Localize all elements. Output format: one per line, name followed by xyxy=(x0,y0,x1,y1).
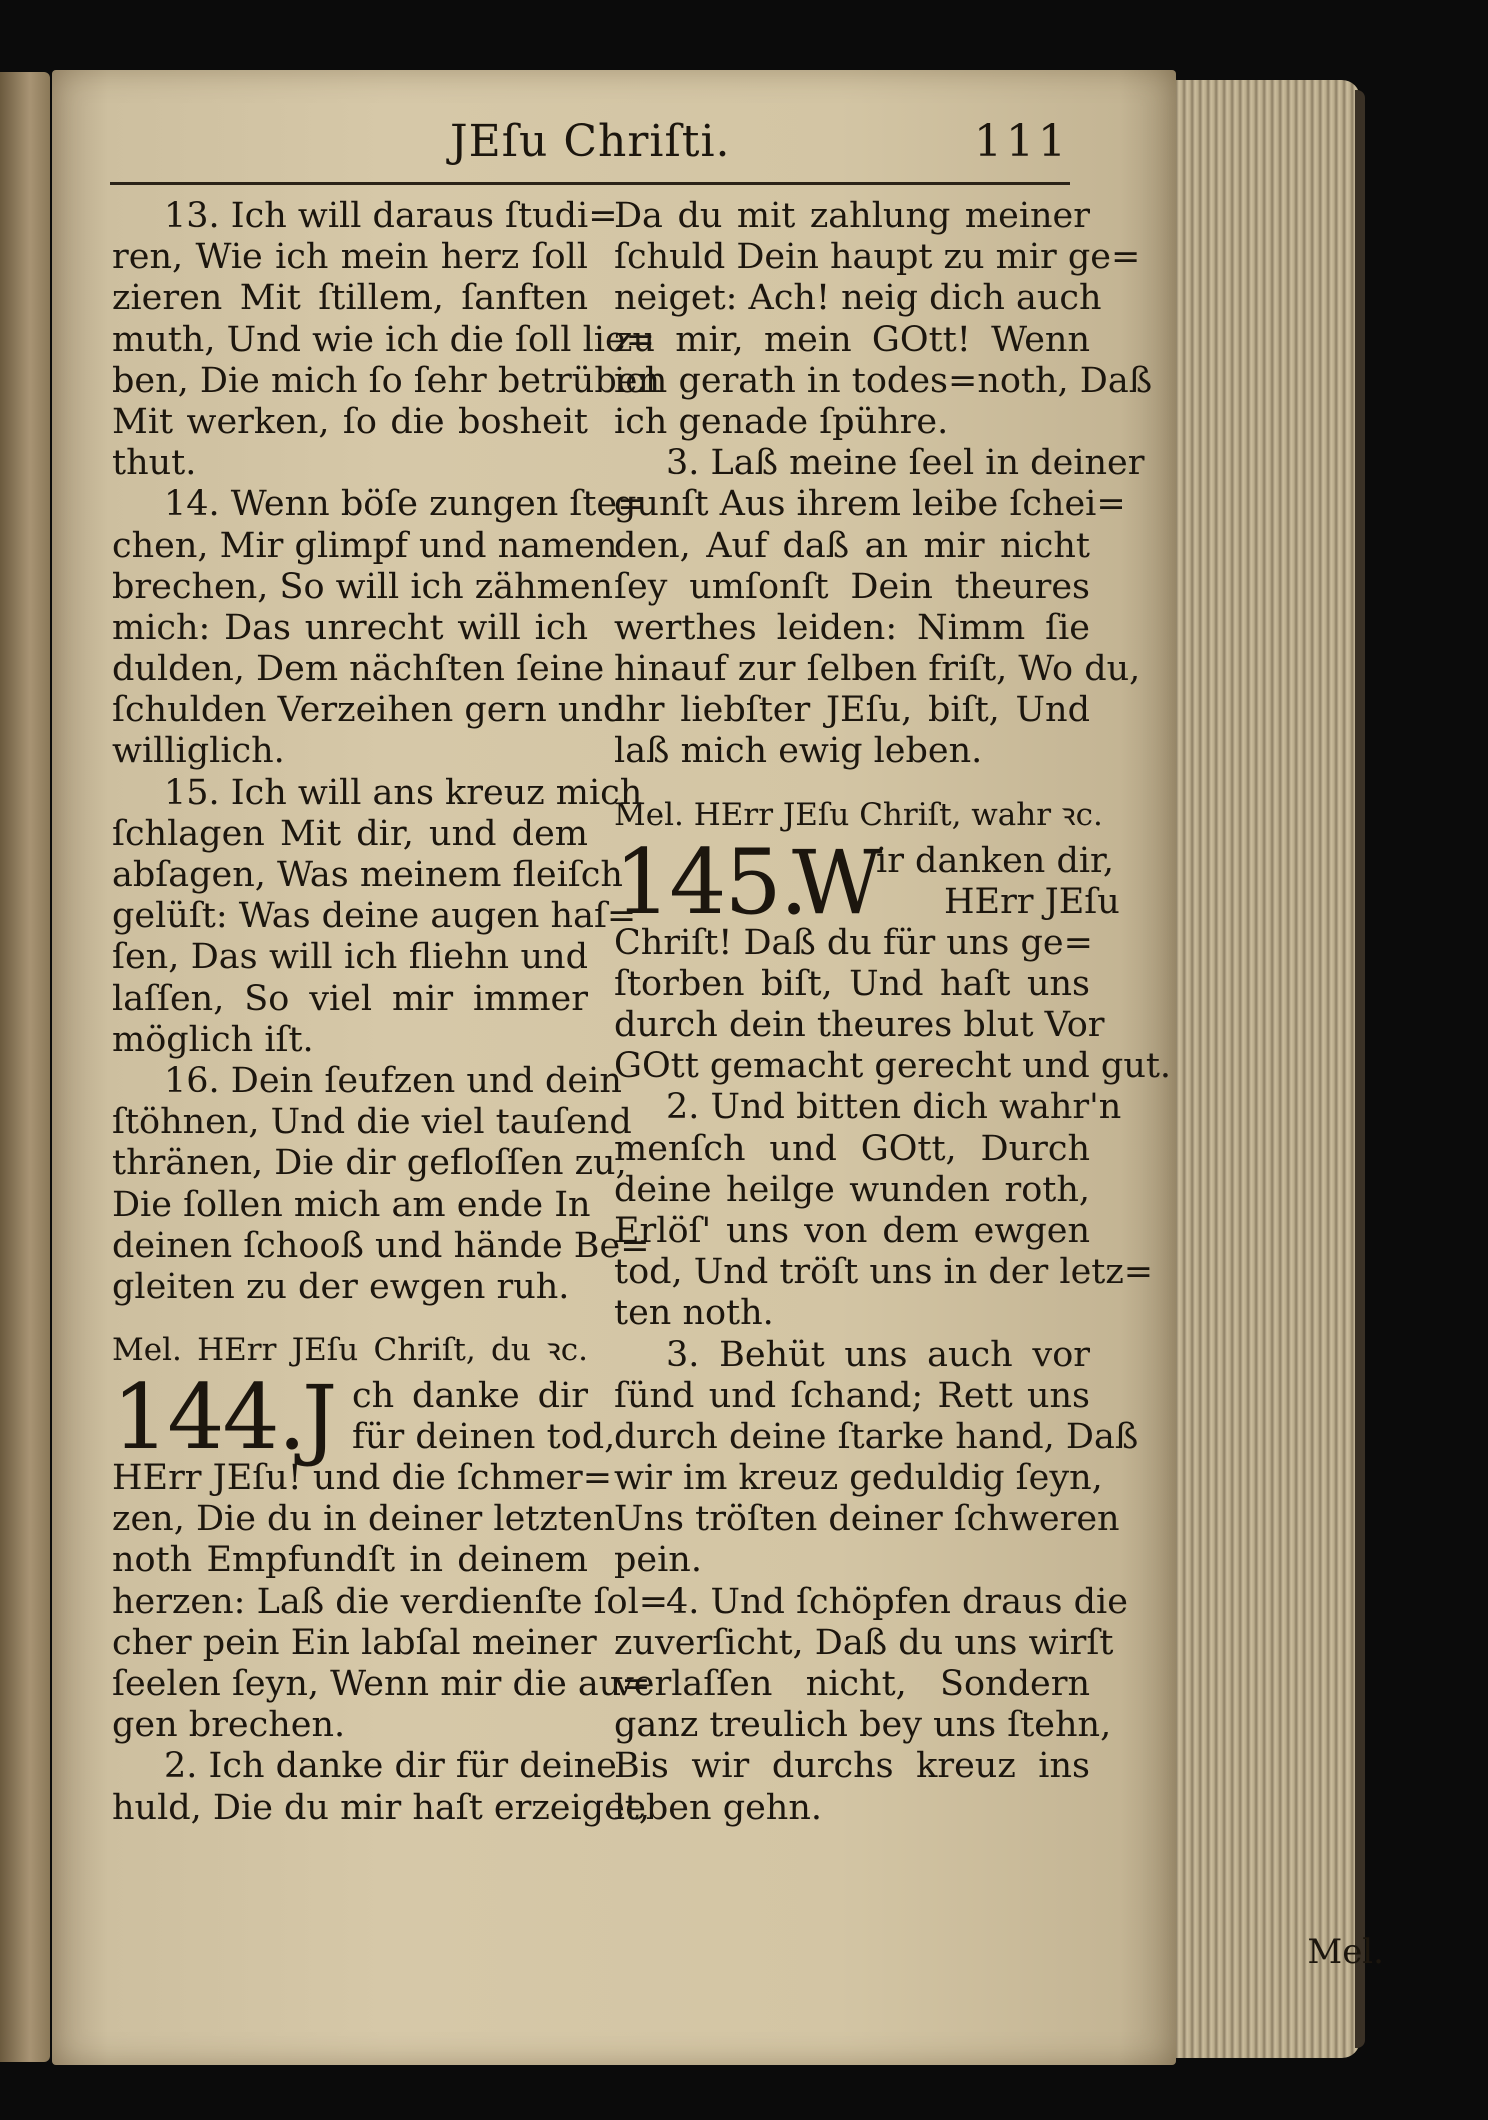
hymn-144-stanza-2-continued xyxy=(614,196,1153,443)
stanza-16 xyxy=(112,1060,650,1308)
verse-line: ſchulden Verzeihen gern und xyxy=(112,690,626,731)
verse-line: 14. Wenn böſe zungen ſte= xyxy=(164,484,647,525)
verse-line: ich genade ſpühre. xyxy=(614,401,949,442)
verse-line: brechen, So will ich zähmen xyxy=(112,566,614,607)
verse-line: Da du mit zahlung meiner xyxy=(614,196,1090,236)
book-cover-edge xyxy=(1355,90,1365,2048)
verse-line: ir danken dir, xyxy=(876,840,1115,881)
verse-line: hinauf zur ſelben friſt, Wo du, xyxy=(614,649,1141,690)
verse-line: laß mich ewig leben. xyxy=(614,731,983,772)
verse-line: ben, Die mich ſo ſehr betrüben xyxy=(112,360,660,401)
stanza-13 xyxy=(112,196,660,484)
verse-line: 3. Laß meine ſeel in deiner xyxy=(666,443,1145,484)
verse-line: Erlöſ' uns von dem ewgen xyxy=(614,1210,1090,1251)
verse-line: wir im kreuz geduldig ſeyn, xyxy=(614,1458,1103,1499)
verse-line: williglich. xyxy=(112,731,285,772)
verse-line: für deinen tod, xyxy=(352,1417,616,1458)
verse-line: 13. Ich will daraus ſtudi= xyxy=(164,196,618,236)
verse-line: thut. xyxy=(112,443,197,484)
verse-line: Chriſt! Daß du für uns ge= xyxy=(614,922,1093,963)
right-column xyxy=(614,196,1172,1829)
verse-line: neiget: Ach! neig dich auch xyxy=(614,278,1102,319)
running-title: JEſu Chriſti. xyxy=(450,116,731,167)
verse-line: ch danke dir xyxy=(352,1376,588,1417)
verse-line: pein. xyxy=(614,1540,702,1581)
verse-line: Uns tröſten deiner ſchweren xyxy=(614,1499,1120,1540)
verse-line: dulden, Dem nächſten ſeine xyxy=(112,649,605,690)
hymn-144-heading xyxy=(112,1365,616,1471)
drop-cap: J xyxy=(302,1366,338,1470)
hymn-144-stanza-3 xyxy=(614,443,1145,773)
hymn-number: 144. xyxy=(112,1365,305,1471)
verse-line: zieren Mit ſtillem, ſanften xyxy=(112,278,588,319)
verse-line: abſagen, Was meinem fleiſch xyxy=(112,855,623,895)
verse-line: deinen ſchooß und hände Be= xyxy=(112,1225,650,1266)
verse-line: huld, Die du mir haſt erzeiget, xyxy=(112,1787,650,1828)
verse-line: Bis wir durchs kreuz ins xyxy=(614,1746,1090,1787)
hymn-145-stanza-4 xyxy=(614,1581,1128,1829)
stanza-15 xyxy=(112,772,643,1061)
verse-line: laſſen, So viel mir immer xyxy=(112,978,588,1019)
verse-line: verlaſſen nicht, Sondern xyxy=(614,1664,1090,1704)
verse-line: ſchuld Dein haupt zu mir ge= xyxy=(614,237,1141,278)
verse-line: 15. Ich will ans kreuz mich xyxy=(164,772,643,813)
verse-line: HErr JEſu! und die ſchmer= xyxy=(112,1458,613,1499)
melody-indication: Mel. HErr JEſu Chriſt, wahr ꝛc. xyxy=(614,796,1103,833)
verse-line: cher pein Ein labſal meiner xyxy=(112,1622,597,1663)
verse-line: werthes leiden: Nimm ſie xyxy=(614,607,1090,648)
verse-line: ſtöhnen, Und die viel tauſend xyxy=(112,1102,632,1143)
verse-line: ich gerath in todes=noth, Daß xyxy=(614,360,1153,401)
verse-line: mich: Das unrecht will ich xyxy=(112,607,588,648)
verse-line: den, Auf daß an mir nicht xyxy=(614,525,1090,566)
page-number: 111 xyxy=(974,116,1070,167)
verse-line: thränen, Die dir gefloſſen zu, xyxy=(112,1143,627,1184)
verse-line: ten noth. xyxy=(614,1293,774,1334)
verse-line: menſch und GOtt, Durch xyxy=(614,1128,1090,1169)
verse-line: gleiten zu der ewgen ruh. xyxy=(112,1266,570,1307)
verse-line: noth Empfundſt in deinem xyxy=(112,1540,588,1581)
verse-line: ganz treulich bey uns ſtehn, xyxy=(614,1705,1112,1746)
left-column xyxy=(112,196,669,1829)
verse-line: 16. Dein ſeufzen und dein xyxy=(164,1060,622,1101)
verse-line: zuverſicht, Daß du uns wirſt xyxy=(614,1622,1114,1663)
verse-line: ſchlagen Mit dir, und dem xyxy=(112,813,588,854)
verse-line: Die ſollen mich am ende In xyxy=(112,1184,591,1225)
verse-line: ſey umſonſt Dein theures xyxy=(614,566,1090,607)
verse-line: ſen, Das will ich fliehn und xyxy=(112,937,588,978)
verse-line: HErr JEſu xyxy=(944,881,1120,922)
verse-line: gunſt Aus ihrem leibe ſchei= xyxy=(614,484,1126,525)
verse-line: GOtt gemacht gerecht und gut. xyxy=(614,1046,1172,1087)
hymn-145-heading xyxy=(614,829,1120,935)
verse-line: 3. Behüt uns auch vor xyxy=(666,1334,1090,1375)
header-rule xyxy=(110,182,1070,185)
verse-line: muth, Und wie ich die ſoll lie= xyxy=(112,319,656,360)
verse-line: chen, Mir glimpf und namen xyxy=(112,525,618,566)
verse-line: zu mir, mein GOtt! Wenn xyxy=(614,319,1090,360)
verse-line: herzen: Laß die verdienſte ſol= xyxy=(112,1581,669,1622)
hymn-145-stanza-1 xyxy=(614,922,1172,1088)
verse-line: gen brechen. xyxy=(112,1705,346,1746)
verse-line: ihr liebſter JEſu, biſt, Und xyxy=(614,690,1090,731)
verse-line: zen, Die du in deiner letzten xyxy=(112,1499,616,1540)
verse-line: möglich iſt. xyxy=(112,1019,314,1060)
verse-line: durch dein theures blut Vor xyxy=(614,1005,1105,1045)
hymn-145-stanza-2 xyxy=(614,1087,1154,1334)
verse-line: leben gehn. xyxy=(614,1787,823,1828)
catchword: Mel. xyxy=(1307,1932,1384,1972)
verse-line: ſtorben biſt, Und haſt uns xyxy=(614,963,1090,1004)
running-head xyxy=(110,116,1070,176)
hymn-number: 145. xyxy=(614,829,807,935)
facing-page-edge xyxy=(0,72,50,2062)
verse-line: gelüſt: Was deine augen haſ= xyxy=(112,896,637,937)
verse-line: Mit werken, ſo die bosheit xyxy=(112,401,588,442)
hymn-145-stanza-3 xyxy=(614,1334,1139,1582)
stanza-14 xyxy=(112,484,647,772)
verse-line: ſünd und ſchand; Rett uns xyxy=(614,1375,1090,1416)
verse-line: ſeelen ſeyn, Wenn mir die au= xyxy=(112,1664,651,1704)
hymn-144-stanza-2 xyxy=(112,1746,650,1828)
melody-indication: Mel. HErr JEſu Chriſt, du ꝛc. xyxy=(112,1332,588,1369)
verse-line: deine heilge wunden roth, xyxy=(614,1169,1090,1210)
verse-line: 2. Ich danke dir für deine xyxy=(164,1746,617,1787)
verse-line: tod, Und tröſt uns in der letz= xyxy=(614,1252,1154,1293)
verse-line: ren, Wie ich mein herz ſoll xyxy=(112,237,588,278)
verse-line: 2. Und bitten dich wahr'n xyxy=(666,1087,1122,1128)
drop-cap: W xyxy=(792,830,883,934)
hymn-144-stanza-1 xyxy=(112,1458,669,1746)
page-block-edges xyxy=(1176,80,1360,2058)
verse-line: durch deine ſtarke hand, Daß xyxy=(614,1416,1139,1457)
verse-line: 4. Und ſchöpfen draus die xyxy=(666,1581,1128,1622)
